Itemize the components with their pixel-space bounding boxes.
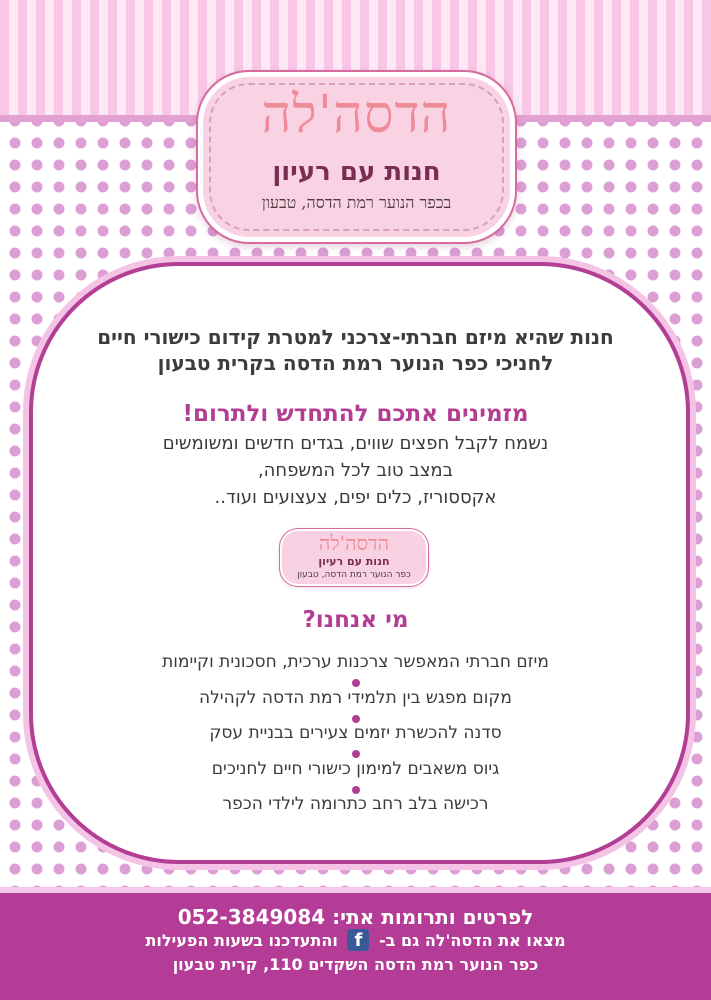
invite-heading: מזמינים אתכם להתחדש ולתרום! [182, 401, 529, 427]
list-item [70, 719, 641, 755]
logo-subtitle: חנות עם רעיון [272, 157, 441, 187]
about-item-text: סדנה להכשרת יזמים צעירים בבניית עסק [209, 723, 502, 743]
about-item-text: רכישה בלב רחב כתרומה לילדי הכפר [222, 794, 489, 814]
mini-logo-location: כפר הנוער רמת הדסה, טבעון [297, 570, 411, 580]
logo-title: הדסה'לה [261, 85, 452, 145]
mini-logo-title: הדסה'לה [318, 531, 390, 555]
list-item [70, 790, 641, 826]
intro-line-2: לחניכי כפר הנוער רמת הדסה בקרית טבעון [157, 351, 554, 375]
invite-text [80, 430, 631, 511]
about-heading: מי אנחנו? [302, 607, 409, 633]
list-item [70, 755, 641, 791]
facebook-text-after: והתעדכנו בשעות הפעילות [145, 931, 338, 950]
mini-logo-badge [282, 531, 426, 584]
list-item [70, 684, 641, 720]
mini-logo-subtitle: חנות עם רעיון [318, 555, 390, 568]
store-logo-badge [203, 77, 510, 237]
list-item [70, 648, 641, 684]
footer-facebook [0, 929, 711, 953]
footer-contact [0, 904, 711, 930]
intro-text [90, 324, 621, 376]
logo-location: בכפר הנוער רמת הדסה, טבעון [261, 193, 452, 212]
about-item-text: מיזם חברתי המאפשר צרכנות ערכית, חסכונית וקיימות [162, 652, 549, 672]
invite-line-3: אקססוריז, כלים יפים, צעצועים ועוד.. [214, 487, 497, 508]
about-list [70, 648, 641, 826]
about-item-text: מקום מפגש בין תלמידי רמת הדסה לקהילה [199, 687, 512, 708]
about-item-text: גיוס משאבים למימון כישורי חיים לחניכים [211, 758, 500, 779]
contact-phone: 052-3849084 [177, 905, 326, 929]
contact-label: לפרטים ותרומות אתי: [332, 905, 534, 929]
invite-line-2: במצב טוב לכל המשפחה, [257, 460, 454, 481]
facebook-icon: f [347, 929, 369, 951]
intro-line-1: חנות שהיא מיזם חברתי-צרכני למטרת קידום כישורי חיים [97, 325, 614, 349]
facebook-text-before: מצאו את הדסה'לה גם ב- [378, 931, 566, 950]
footer-address: כפר הנוער רמת הדסה השקדים 110, קרית טבעון [172, 955, 539, 974]
invite-line-1: נשמח לקבל חפצים שווים, בגדים חדשים ומשומשים [162, 433, 549, 454]
